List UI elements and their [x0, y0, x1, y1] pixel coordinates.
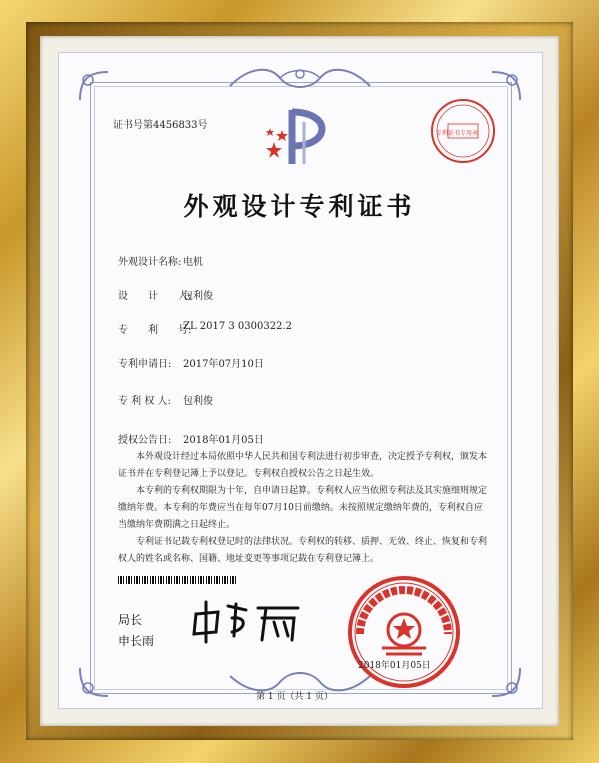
paragraph-grant: 本外观设计经过本局依照中华人民共和国专利法进行初步审查，决定授予专利权，颁发本证书并在专利登记簿上予以登记。专利权自授权公告之日起生效。	[118, 452, 488, 479]
corner-ornament-tl	[76, 68, 112, 104]
director-title: 局长	[118, 613, 143, 627]
page-footer: 第 1 页（共 1 页）	[256, 692, 333, 702]
field-grant-date-label: 授权公告日:	[118, 435, 172, 446]
field-design-name-label: 外观设计名称:	[118, 257, 182, 268]
field-application-date-value: 2017年07月10日	[183, 359, 264, 370]
certificate-title: 外观设计专利证书	[183, 192, 416, 221]
official-seal	[346, 574, 462, 690]
field-patent-number-value: ZL 2017 3 0300322.2	[183, 321, 293, 332]
field-grant-date-value: 2018年01月05日	[183, 435, 264, 446]
seal-date: 2018年01月05日	[358, 661, 431, 671]
barcode	[118, 576, 238, 584]
field-designer-label: 设 计 人:	[118, 291, 192, 302]
corner-ornament-bl	[76, 664, 112, 700]
certificate-number: 证书号第4456833号	[113, 120, 208, 131]
field-designer-value: 包利俊	[183, 291, 213, 302]
field-patent-number-label: 专 利 号:	[118, 325, 192, 336]
paragraph-term: 本专利的专利权期限为十年，自申请日起算。专利权人应当依照专利法及其实施细则规定缴纳年费。本专利的年费应当在每年07月10日前缴纳。未按照规定缴纳年费的，专利权自应当缴纳年费期满之日起终止。	[118, 486, 488, 530]
patent-office-logo	[262, 102, 342, 172]
corner-ornament-br	[488, 664, 524, 700]
stamp-text: 专利证书专用章	[436, 130, 479, 137]
paragraph-record: 专利证书记载专利权登记时的法律状况。专利权的转移、质押、无效、终止、恢复和专利权人的姓名或名称、国籍、地址变更等事项记载在专利登记簿上。	[118, 537, 488, 564]
field-patentee-label: 专 利 权 人:	[118, 396, 171, 407]
field-application-date-label: 专利申请日:	[118, 359, 172, 370]
field-patentee-value: 包利俊	[183, 396, 213, 407]
director-signature	[188, 596, 308, 646]
director-name: 申长雨	[118, 634, 155, 648]
field-design-name-value: 电机	[183, 257, 203, 268]
top-ornament	[220, 64, 380, 94]
